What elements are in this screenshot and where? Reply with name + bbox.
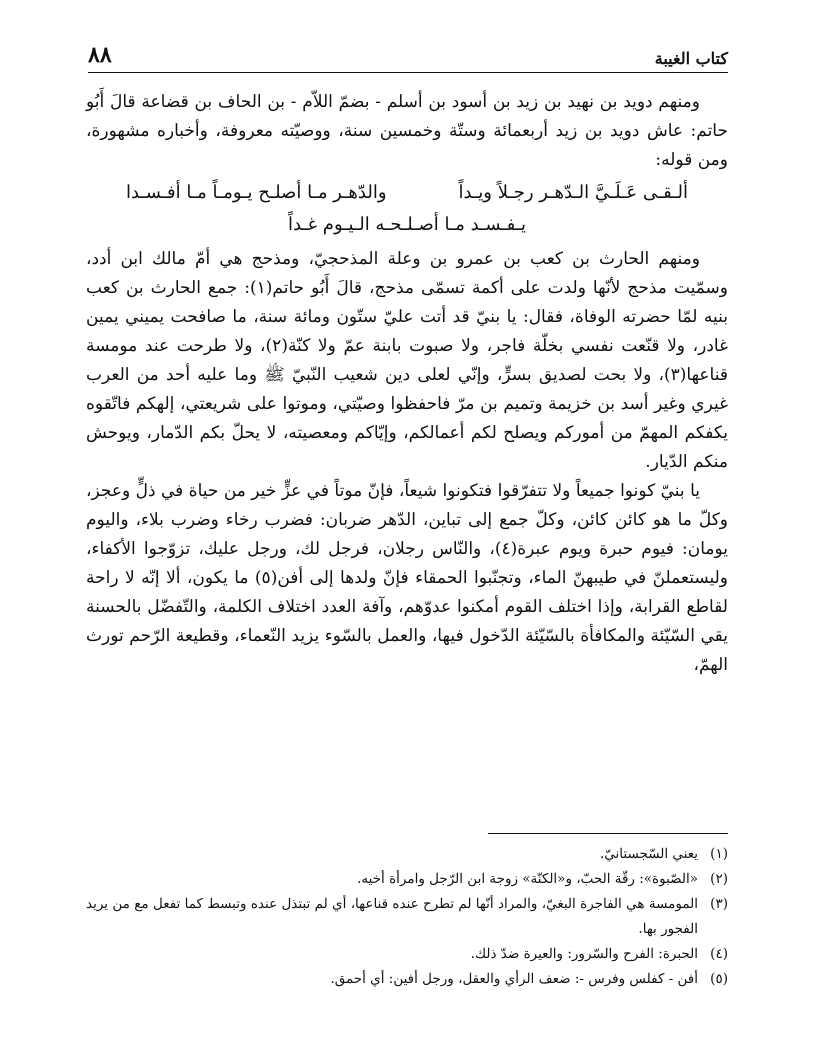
footnote-text: «الصّبوة»: رقّة الحبّ، و«الكنّة» زوجة ابن الرّجل وامرأة أخيه. (357, 871, 698, 887)
book-title: كتاب الغيبة (654, 49, 728, 68)
footnote (86, 942, 728, 967)
running-header (88, 38, 728, 73)
footnote-text: الحبرة: الفرح والسّرور: والعيرة ضدّ ذلك. (470, 946, 698, 962)
footnote-number: (٥) (710, 971, 728, 987)
paragraph-advice: يا بنيّ كونوا جميعاً ولا تتفرّقوا فتكونوا شيعاً، فإنّ موتاً في عزٍّ خير من حياة في ذلٍّ وعجز، وكلّ ما هو كائن كائن، وكلّ جمع إلى تباين، الدّهر ضربان: فضرب رخاء وضرب بلاء، واليوم يومان: فيوم حبرة ويوم عبرة(٤)، والنّاس رجلان، فرجل لك، ورجل عليك، تزوّجوا الأكفاء، وليستعملنّ في طيبهنّ الماء، وتجنّبوا الحمقاء فإنّ ولدها إلى أفن(٥) ما يكون، ألا إنّه لا راحة لقاطع القرابة، وإذا اختلف القوم أمكنوا عدوّهم، وآفة العدد اختلاف الكلمة، والتّفضّل بالحسنة يقي السّيّئة والمكافأة بالسّيّئة الدّخول فيها، والعمل بالسّوء يزيد النّعماء، وقطيعة الرّحم تورث الهمّ، (86, 481, 729, 675)
page-number: ٨٨ (88, 42, 112, 68)
footnote (86, 842, 728, 867)
footnote-text: أفن - كفلس وفرس -: ضعف الرأي والعقل، ورجل أفين: أي أحمق. (330, 971, 698, 987)
footnote-number: (٢) (710, 871, 728, 887)
paragraph-harith: ومنهم الحارث بن كعب بن عمرو بن وعلة المذحجيّ، ومذحج هي أمّ مالك ابن أدد، وسمّيت مذحج لأنّها ولدت على أكمة تسمّى مذحج، قالَ أَبُو حاتم(١): جمع الحارث بن كعب بنيه لمّا حضرته الوفاة، فقال: يا بنيّ قد أتت عليّ ستّون ومائة سنة، ما صافحت يميني يمين غادر، ولا قنّعت نفسي بخلّة فاجر، ولا صبوت بابنة عمّ ولا كنّة(٢)، ولا طرحت عند مومسة قناعها(٣)، ولا بحت لصديق بسرٍّ، وإنّي لعلى دين شعيب النّبيّ ﷺ وما عليه أحد من العرب غيري وغير أسد بن خزيمة وتميم بن مرّ فاحفظوا وصيّتي، وموتوا على شريعتي، إلهكم فاتّقوه يكفكم المهمّ من أموركم ويصلح لكم أعمالكم، وإيّاكم ومعصيته، لا يحلّ بكم الدّمار، ويوحش منكم الدّيار. (86, 249, 728, 472)
footnote-text: يعني السّجستانيّ. (599, 846, 698, 862)
verse-line-1 (86, 175, 728, 209)
verse-hemistich-right: ألـقـى عَـلَـيَّ الـدّهـر رجـلاً ويـداً (458, 182, 688, 203)
footnote-number: (٤) (710, 946, 728, 962)
footnote-number: (٣) (710, 896, 728, 912)
footnotes (86, 842, 728, 992)
footnote (86, 892, 728, 942)
verse-line-2: يـفـسـد مـا أصـلـحـه الـيـوم غـداً (287, 214, 527, 235)
footnote-separator (488, 833, 728, 834)
paragraph-duwayd: ومنهم دويد بن نهيد بن زيد بن أسود بن أسلم - بضمّ اللاّم - بن الحاف بن قضاعة قالَ أَبُو حاتم: عاش دويد بن زيد أربعمائة وستّة وخمسين سنة، ووصيّته معروفة، وأخباره مشهورة، ومن قوله: (86, 92, 728, 170)
footnote (86, 867, 728, 892)
main-text (86, 88, 728, 680)
footnote-number: (١) (710, 846, 728, 862)
footnote (86, 967, 728, 992)
footnote-text: المومسة هي الفاجرة البغيّ، والمراد أنّها لم تطرح عنده قناعها، أي لم تبتذل عنده وتبسط كما تفعل مع من يريد الفجور بها. (86, 896, 698, 937)
verse-hemistich-left: والدّهـر مـا أصلـح يـومـاً مـا أفـسـدا (126, 182, 387, 203)
